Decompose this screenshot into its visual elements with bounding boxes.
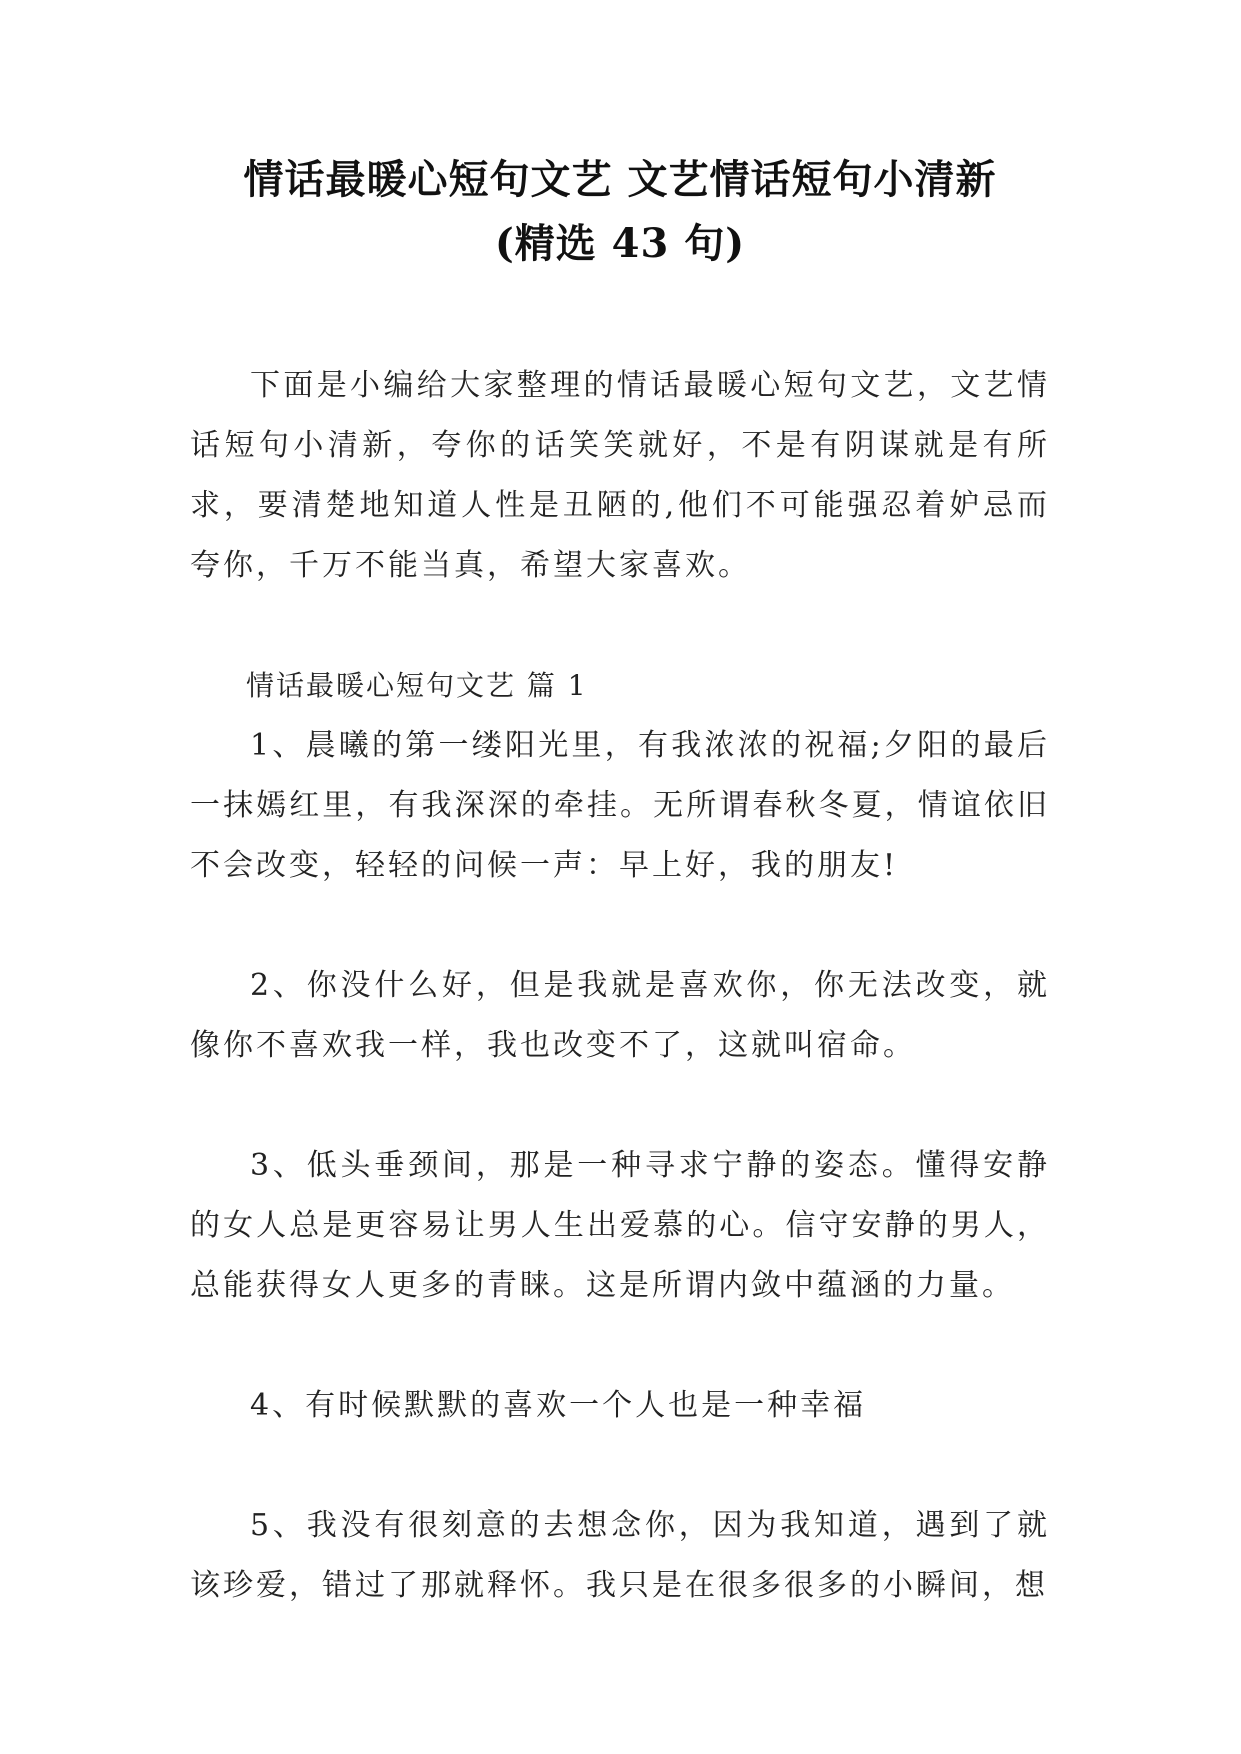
page-title [180,148,1060,276]
list-item: 2、你没什么好，但是我就是喜欢你，你无法改变，就像你不喜欢我一样，我也改变不了，这就叫宿命。 [190,968,1050,1063]
list-item: 3、低头垂颈间，那是一种寻求宁静的姿态。懂得安静的女人总是更容易让男人生出爱慕的心。信守安静的男人，总能获得女人更多的青睐。这是所谓内敛中蕴涵的力量。 [190,1148,1050,1303]
section-heading: 情话最暖心短句文艺 篇 1 [246,669,588,702]
page-title-line-2: (精选 43 句) [494,220,746,267]
list-item: 4、有时候默默的喜欢一个人也是一种幸福 [250,1388,867,1423]
document-body [190,356,1050,1616]
list-item: 1、晨曦的第一缕阳光里，有我浓浓的祝福;夕阳的最后一抹嫣红里，有我深深的牵挂。无所谓春秋冬夏，情谊依旧不会改变，轻轻的问候一声：早上好，我的朋友! [190,728,1050,883]
page-title-line-1: 情话最暖心短句文艺 文艺情话短句小清新 [243,156,997,203]
intro-paragraph: 下面是小编给大家整理的情话最暖心短句文艺，文艺情话短句小清新，夸你的话笑笑就好，不是有阴谋就是有所求，要清楚地知道人性是丑陋的,他们不可能强忍着妒忌而夸你，千万不能当真，希望大家喜欢。 [190,368,1050,583]
list-item: 5、我没有很刻意的去想念你，因为我知道，遇到了就该珍爱，错过了那就释怀。我只是在很多很多的小瞬间，想 [190,1508,1050,1603]
